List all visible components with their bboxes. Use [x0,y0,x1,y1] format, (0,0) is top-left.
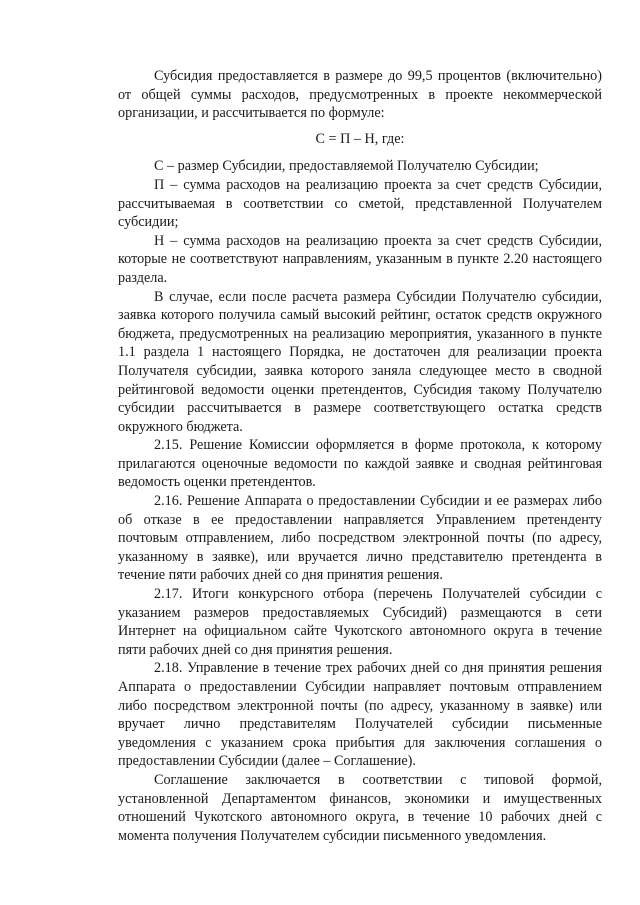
document-body [118,67,602,845]
paragraph-definition-p: П – сумма расходов на реализацию проекта за счет средств Субсидии, рассчитываемая в соответствии со сметой, представленной Получателем субсидии; [118,176,602,231]
paragraph-agreement: Соглашение заключается в соответствии с типовой формой, установленной Департаментом финансов, экономики и имущественных отношений Чукотского автономного округа, в течение 10 рабочих дней с момента получения Получателем субсидии письменного уведомления. [118,771,602,844]
paragraph-2-16: 2.16. Решение Аппарата о предоставлении Субсидии и ее размерах либо об отказе в ее предоставлении направляется Управлением претенденту почтовым отправлением, либо посредством электронной почты (по адресу, указанному в заявке), или вручается лично представителю претендента в течение пяти рабочих дней со дня принятия решения. [118,493,602,584]
formula: С = П – Н, где: [315,130,405,147]
paragraph-2-17: 2.17. Итоги конкурсного отбора (перечень Получателей субсидии с указанием размеров предоставляемых Субсидий) размещаются в сети Интернет на официальном сайте Чукотского автономного округа в течение пяти рабочих дней со дня принятия решения. [118,586,602,658]
paragraph-definition-n: Н – сумма расходов на реализацию проекта за счет средств Субсидии, которые не соответствуют направлениям, указанным в пункте 2.20 настоящего раздела. [118,232,602,286]
paragraph-2-15: 2.15. Решение Комиссии оформляется в форме протокола, к которому прилагаются оценочные ведомости по каждой заявке и сводная рейтинговая ведомость оценки претендентов. [118,437,602,491]
paragraph-remainder-case: В случае, если после расчета размера Субсидии Получателю субсидии, заявка которого получила самый высокий рейтинг, остаток средств окружного бюджета, предусмотренных на реализацию мероприятия, указанного в пункте 1.1 раздела 1 настоящего Порядка, не достаточен для реализации проекта Получателя субсидии, заявка которого заняла следующее место в сводной рейтинговой ведомости оценки претендентов, Субсидия такому Получателю субсидии рассчитывается в размере соответствующего остатка средств окружного бюджета. [118,288,602,435]
paragraph-2-18: 2.18. Управление в течение трех рабочих дней со дня принятия решения Аппарата о предоставлении Субсидии направляет почтовым отправлением либо посредством электронной почты (по адресу, указанному в заявке) или вручает лично представителям Получателей субсидии письменные уведомления с указанием срока прибытия для заключения соглашения о предоставлении Субсидии (далее – Соглашение). [118,660,602,770]
paragraph-subsidy-amount: Субсидия предоставляется в размере до 99,5 процентов (включительно) от общей суммы расходов, предусмотренных в проекте некоммерческой организации, и рассчитывается по формуле: [118,68,602,122]
paragraph-definition-c: С – размер Субсидии, предоставляемой Получателю Субсидии; [154,158,539,175]
